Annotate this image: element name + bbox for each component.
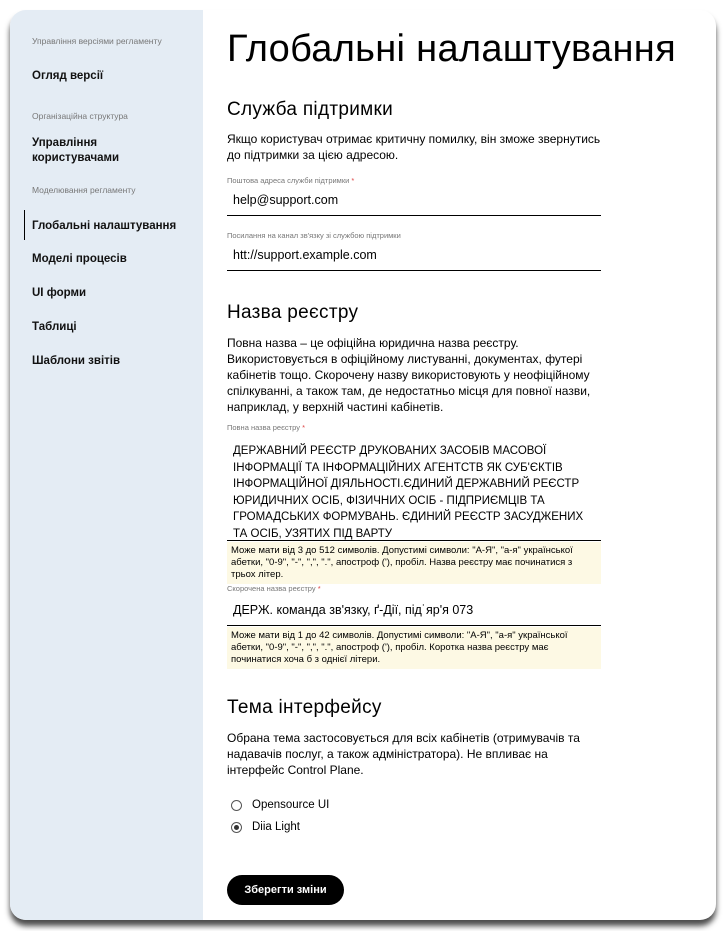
registry-heading: Назва реєстру: [227, 302, 359, 323]
sidebar-group-label: Управління версіями регламенту: [32, 36, 162, 46]
sidebar-item-ui-forms[interactable]: UI форми: [32, 287, 87, 299]
radio-unchecked-icon[interactable]: [231, 800, 242, 811]
link-label: Посилання на канал зв'язку зі службою підтримки: [227, 231, 401, 240]
theme-option-opensource[interactable]: [231, 799, 329, 811]
sidebar-item-tables[interactable]: Таблиці: [32, 321, 77, 333]
sidebar-group-label: Організаційна структура: [32, 111, 128, 121]
page-title: Глобальні налаштування: [227, 28, 676, 70]
full-name-hint: Може мати від 3 до 512 символів. Допустимі символи: "А-Я", "а-я" української абетки, "0-9", "-", ",", ".", апостроф ('), пробіл. Назва реєстру має починатися з трьох літер.: [227, 542, 601, 584]
support-heading: Служба підтримки: [227, 99, 394, 120]
sidebar-item-user-management[interactable]: Управління користувачами: [32, 137, 120, 164]
sidebar-item-global-settings[interactable]: Глобальні налаштування: [32, 220, 177, 232]
full-name-textarea[interactable]: ДЕРЖАВНИЙ РЕЄСТР ДРУКОВАНИХ ЗАСОБІВ МАСОВОЇ ІНФОРМАЦІЇ ТА ІНФОРМАЦІЙНИХ АГЕНТСТВ ЯК СУБ'ЄКТІВ ІНФОРМАЦІЙНОЇ ДІЯЛЬНОСТІ.ЄДИНИЙ ДЕРЖАВНИЙ РЕЄСТР ЮРИДИЧНИХ ОСІБ, ФІЗИЧНИХ ОСІБ - ПІДПРИЄМЦІВ ТА ГРОМАДСЬКИХ ФОРМУВАНЬ. ЄДИНИЙ РЕЄСТР ЗАСУДЖЕНИХ ТА ОСІБ, УЗЯТИХ ПІД ВАРТУ: [227, 443, 601, 541]
option-label: Diia Light: [252, 821, 300, 833]
support-description: Якщо користувач отримає критичну помилку, він зможе звернутись до підтримки за цією адресою.: [227, 132, 601, 162]
app-window: [10, 10, 716, 920]
save-button[interactable]: Зберегти зміни: [227, 875, 344, 905]
sidebar-item-version-overview[interactable]: Огляд версії: [32, 70, 104, 82]
theme-option-diia-light[interactable]: [231, 821, 300, 833]
radio-checked-icon[interactable]: [231, 822, 242, 833]
sidebar-group-label: Моделювання регламенту: [32, 185, 136, 195]
active-indicator: [24, 210, 25, 240]
short-name-label: Скорочена назва реєстру *: [227, 584, 321, 593]
registry-description: Повна назва – це офіційна юридична назва реєстру. Використовується в офіційному листуванні, документах, футері кабінетів тощо. Скорочену назву використовують у неофіційному спілкуванні, а також там, де недостатньо місця для повної назви, наприклад, у верхній частині кабінетів.: [227, 336, 591, 414]
sidebar-item-process-models[interactable]: Моделі процесів: [32, 253, 127, 265]
support-email-input[interactable]: help@support.com: [227, 193, 601, 216]
email-label: Поштова адреса служби підтримки *: [227, 176, 355, 185]
sidebar-item-report-templates[interactable]: Шаблони звітів: [32, 355, 121, 367]
theme-heading: Тема інтерфейсу: [227, 697, 382, 718]
support-link-input[interactable]: htt://support.example.com: [227, 248, 601, 271]
option-label: Opensource UI: [252, 799, 330, 811]
sidebar: [10, 10, 203, 920]
short-name-input[interactable]: ДЕРЖ. команда зв'язку, ґ-Дії, під˙яр'я 073: [227, 603, 601, 626]
short-name-hint: Може мати від 1 до 42 символів. Допустимі символи: "А-Я", "а-я" української абетки, "0-9", "-", ",", ".", апостроф ('), пробіл. Коротка назва реєстру має починатися хоча б з однієї літери.: [227, 627, 601, 669]
theme-description: Обрана тема застосовується для всіх кабінетів (отримувачів та надавачів послуг, а також адміністратора). Не впливає на інтерфейс Control Plane.: [227, 731, 580, 777]
full-name-label: Повна назва реєстру *: [227, 423, 305, 432]
